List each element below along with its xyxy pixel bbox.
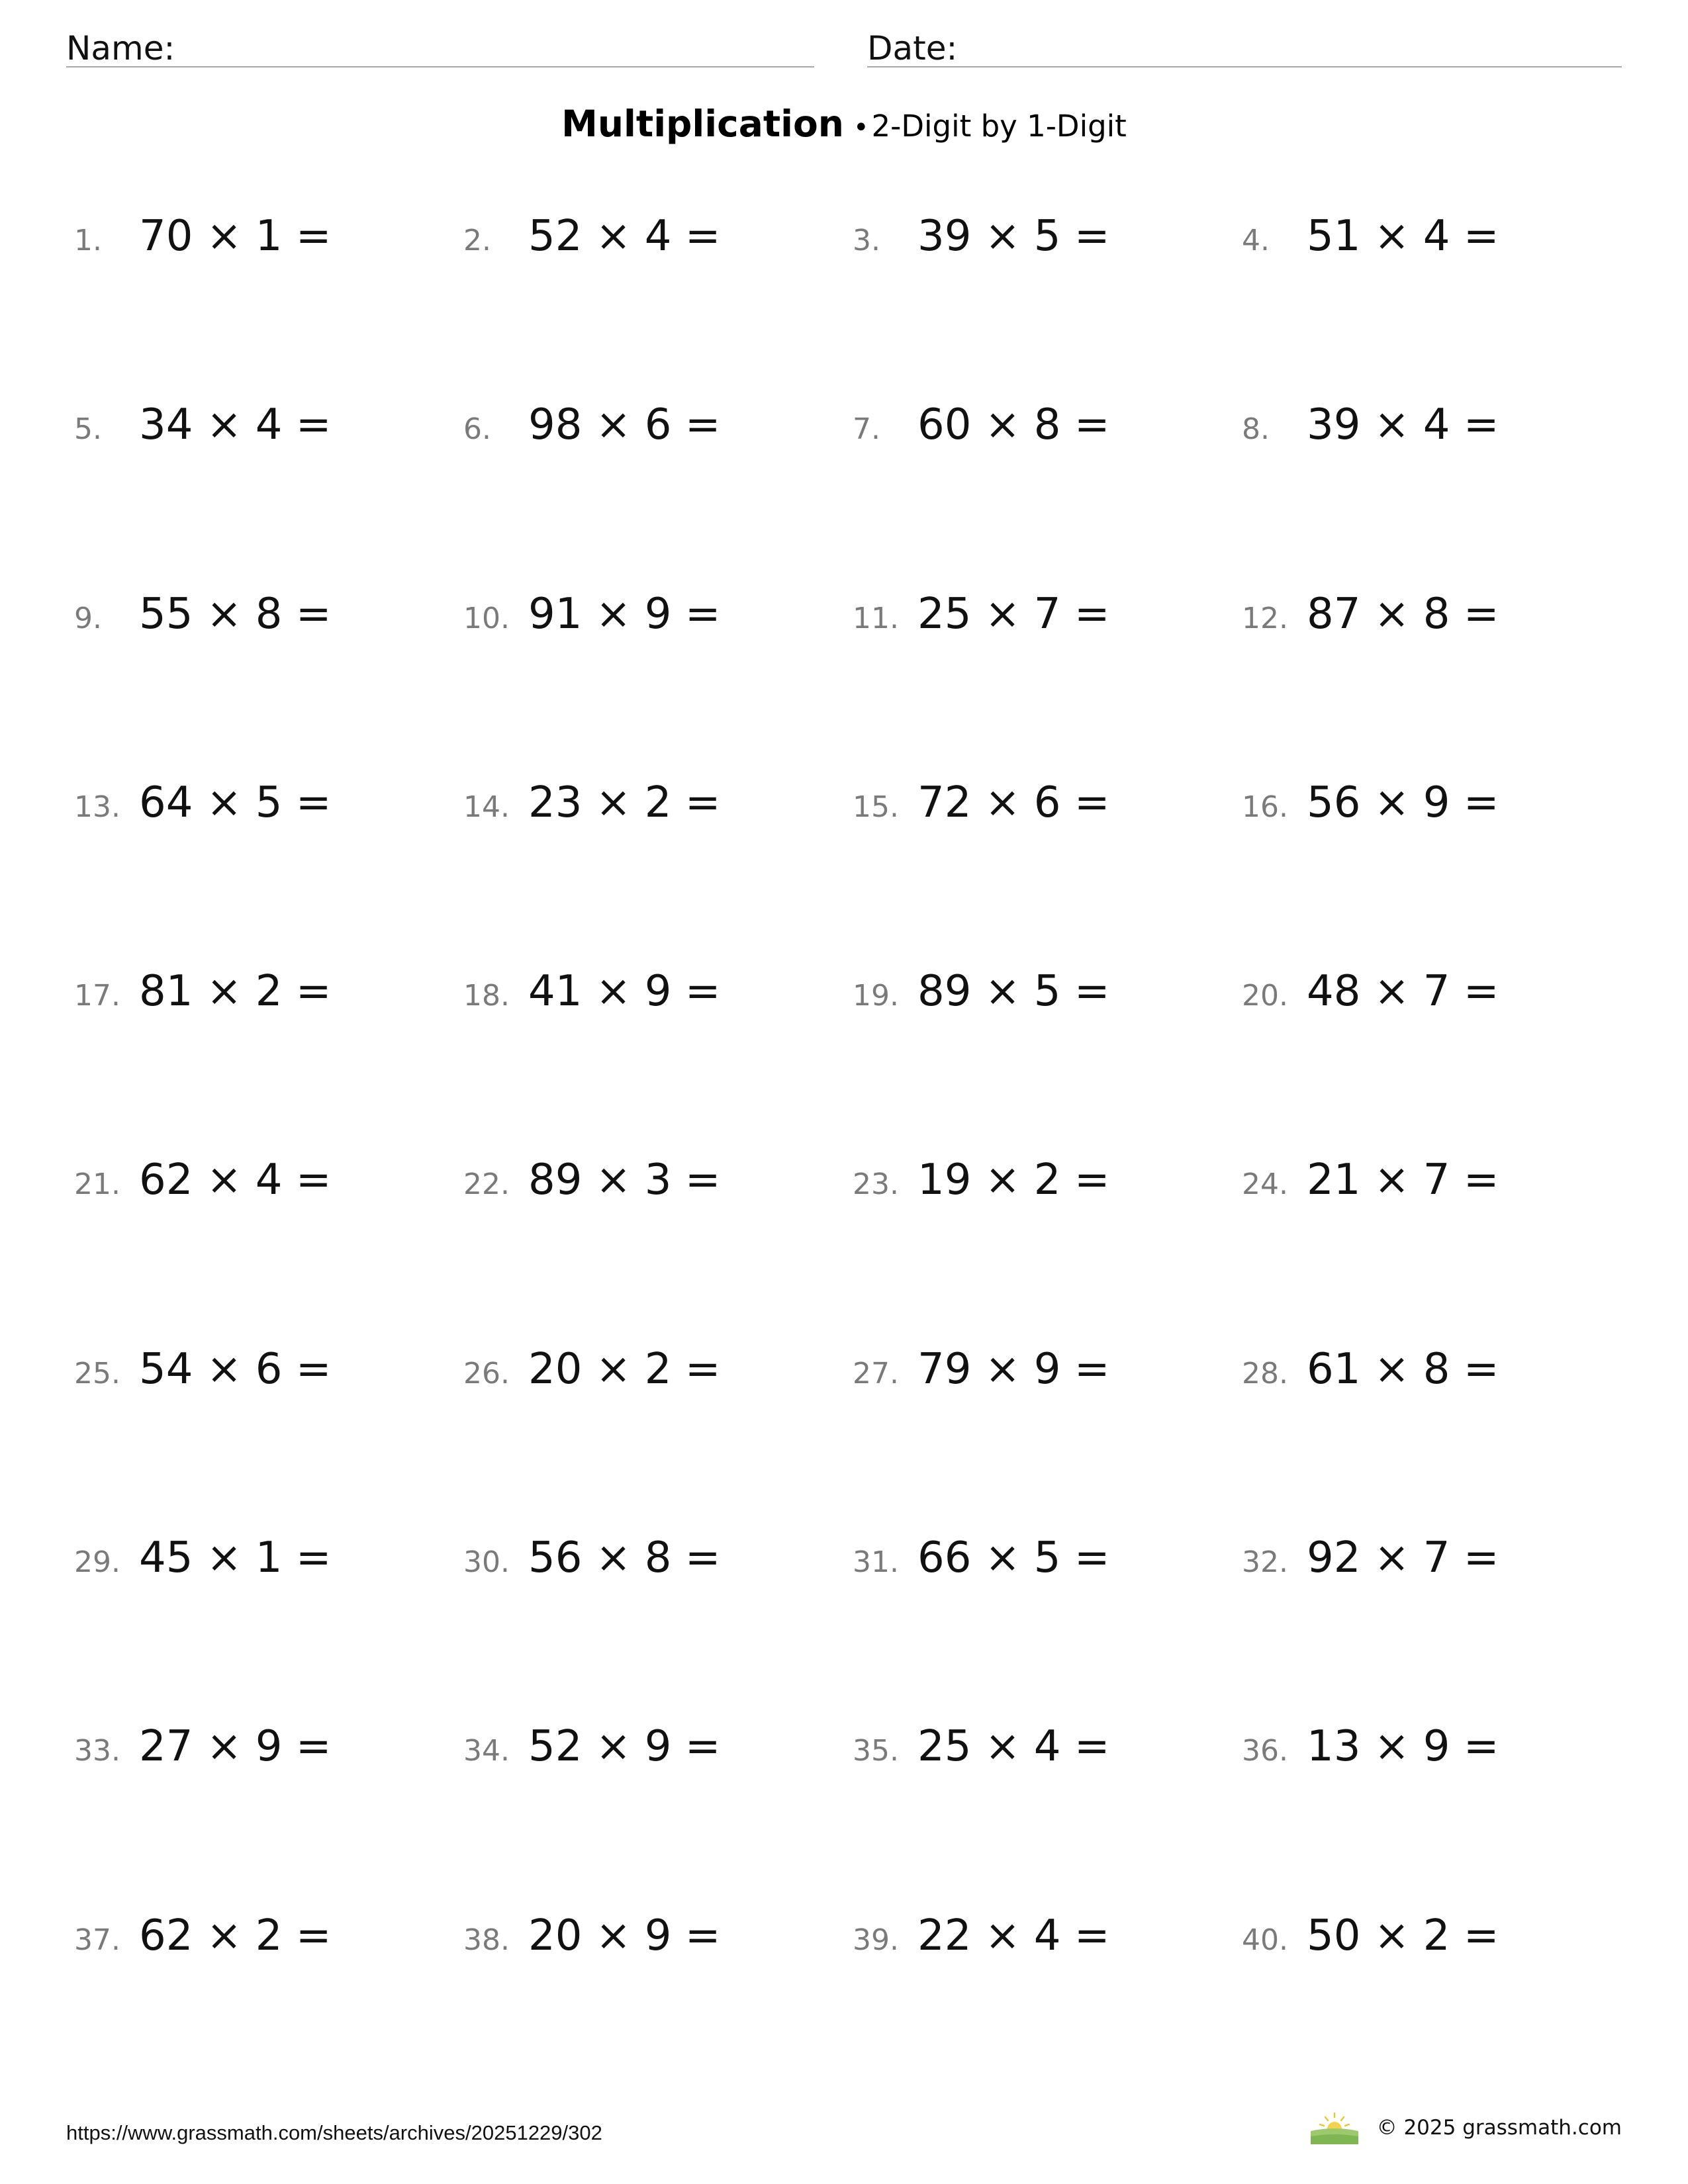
problem-number: 8. — [1242, 412, 1270, 447]
problem-number: 39. — [853, 1923, 899, 1957]
problem-item — [1242, 400, 1631, 450]
problem-number: 3. — [853, 224, 880, 257]
problem-item — [463, 400, 853, 450]
problem-number: 22. — [463, 1167, 510, 1202]
grass-sun-icon — [1311, 2111, 1358, 2144]
problem-item — [463, 589, 853, 639]
problem-expression: 81 × 2 = — [139, 967, 332, 1017]
problem-expression: 50 × 2 = — [1307, 1911, 1499, 1960]
title-main: Multiplication — [561, 103, 844, 145]
problem-expression: 62 × 4 = — [139, 1156, 332, 1205]
problem-item — [1242, 1911, 1631, 1960]
problem-item — [74, 1533, 463, 1583]
problem-item — [463, 212, 853, 261]
title-separator: • — [853, 113, 869, 143]
problem-number: 32. — [1242, 1545, 1288, 1580]
problem-expression: 52 × 4 = — [528, 212, 721, 261]
problem-expression: 21 × 7 = — [1307, 1156, 1499, 1205]
problem-item — [463, 967, 853, 1017]
problem-item — [74, 589, 463, 639]
problem-expression: 56 × 9 = — [1307, 778, 1499, 827]
problem-number: 23. — [853, 1167, 899, 1202]
problem-expression: 45 × 1 = — [139, 1533, 332, 1583]
problem-item — [1242, 1722, 1631, 1772]
problem-expression: 25 × 4 = — [917, 1722, 1110, 1772]
problem-number: 14. — [463, 790, 510, 824]
problem-item — [74, 967, 463, 1017]
problem-number: 17. — [74, 979, 120, 1013]
problem-item — [853, 1722, 1242, 1772]
problem-expression: 52 × 9 = — [528, 1722, 721, 1772]
problem-item — [463, 1533, 853, 1583]
problem-item — [853, 1156, 1242, 1205]
problem-number: 38. — [463, 1923, 510, 1957]
problem-item — [1242, 1156, 1631, 1205]
problem-item — [463, 778, 853, 827]
problem-expression: 79 × 9 = — [917, 1344, 1110, 1394]
problem-number: 20. — [1242, 979, 1288, 1013]
problem-number: 24. — [1242, 1167, 1288, 1202]
problem-item — [853, 1533, 1242, 1583]
problem-expression: 48 × 7 = — [1307, 967, 1499, 1017]
footer-brand — [1311, 2111, 1622, 2144]
problem-expression: 20 × 2 = — [528, 1344, 721, 1394]
problem-number: 10. — [463, 601, 510, 635]
problem-expression: 89 × 5 = — [917, 967, 1110, 1017]
problem-expression: 54 × 6 = — [139, 1344, 332, 1394]
footer-copyright: © 2025 grassmath.com — [1376, 2116, 1622, 2140]
problem-expression: 66 × 5 = — [917, 1533, 1110, 1583]
problem-number: 31. — [853, 1545, 899, 1580]
problem-expression: 41 × 9 = — [528, 967, 721, 1017]
problem-number: 26. — [463, 1356, 510, 1390]
problem-expression: 70 × 1 = — [139, 212, 332, 261]
problem-number: 4. — [1242, 224, 1270, 257]
problem-item — [1242, 967, 1631, 1017]
problem-number: 18. — [463, 979, 510, 1013]
problem-item — [463, 1344, 853, 1394]
problem-expression: 92 × 7 = — [1307, 1533, 1499, 1583]
problem-number: 35. — [853, 1734, 899, 1768]
problem-item — [463, 1722, 853, 1772]
problem-number: 16. — [1242, 790, 1288, 824]
problem-number: 6. — [463, 412, 491, 447]
problem-number: 1. — [74, 224, 102, 257]
problem-expression: 23 × 2 = — [528, 778, 721, 827]
problem-number: 34. — [463, 1734, 510, 1768]
problem-expression: 61 × 8 = — [1307, 1344, 1499, 1394]
problem-item — [853, 1911, 1242, 1960]
problem-expression: 19 × 2 = — [917, 1156, 1110, 1205]
problem-expression: 22 × 4 = — [917, 1911, 1110, 1960]
problem-expression: 55 × 8 = — [139, 589, 332, 639]
problem-number: 29. — [74, 1545, 120, 1580]
problem-expression: 39 × 4 = — [1307, 400, 1499, 450]
problem-expression: 20 × 9 = — [528, 1911, 721, 1960]
problem-expression: 39 × 5 = — [917, 212, 1110, 261]
problem-number: 9. — [74, 601, 102, 635]
footer-url[interactable]: https://www.grassmath.com/sheets/archives/20251229/302 — [66, 2121, 602, 2144]
problem-item — [74, 778, 463, 827]
problem-expression: 72 × 6 = — [917, 778, 1110, 827]
name-label: Name: — [66, 29, 175, 68]
problem-number: 7. — [853, 412, 880, 447]
problem-item — [74, 1911, 463, 1960]
problem-item — [74, 400, 463, 450]
problem-item — [1242, 1533, 1631, 1583]
problem-item — [853, 1344, 1242, 1394]
problem-number: 12. — [1242, 601, 1288, 635]
problem-item — [853, 400, 1242, 450]
problem-expression: 13 × 9 = — [1307, 1722, 1499, 1772]
problem-item — [853, 589, 1242, 639]
problem-item — [74, 1344, 463, 1394]
date-field[interactable] — [867, 26, 1622, 68]
problem-item — [853, 967, 1242, 1017]
problem-number: 36. — [1242, 1734, 1288, 1768]
problem-number: 40. — [1242, 1923, 1288, 1957]
problem-item — [1242, 778, 1631, 827]
problem-number: 2. — [463, 224, 491, 257]
problem-expression: 25 × 7 = — [917, 589, 1110, 639]
problem-number: 11. — [853, 601, 899, 635]
problem-number: 33. — [74, 1734, 120, 1768]
problem-number: 21. — [74, 1167, 120, 1202]
problem-expression: 34 × 4 = — [139, 400, 332, 450]
problem-number: 25. — [74, 1356, 120, 1390]
problem-item — [853, 212, 1242, 261]
problem-number: 15. — [853, 790, 899, 824]
problem-expression: 98 × 6 = — [528, 400, 721, 450]
problem-item — [1242, 589, 1631, 639]
problem-expression: 87 × 8 = — [1307, 589, 1499, 639]
problem-number: 13. — [74, 790, 120, 824]
problem-expression: 51 × 4 = — [1307, 212, 1499, 261]
problem-item — [463, 1911, 853, 1960]
problem-expression: 56 × 8 = — [528, 1533, 721, 1583]
problem-item — [1242, 212, 1631, 261]
problem-number: 28. — [1242, 1356, 1288, 1390]
problem-number: 30. — [463, 1545, 510, 1580]
problem-expression: 64 × 5 = — [139, 778, 332, 827]
problem-item — [74, 1722, 463, 1772]
problem-grid — [74, 212, 1631, 2100]
problem-item — [463, 1156, 853, 1205]
problem-expression: 60 × 8 = — [917, 400, 1110, 450]
problem-expression: 91 × 9 = — [528, 589, 721, 639]
problem-number: 27. — [853, 1356, 899, 1390]
date-label: Date: — [867, 29, 958, 68]
problem-item — [74, 212, 463, 261]
problem-expression: 62 × 2 = — [139, 1911, 332, 1960]
worksheet-title — [0, 103, 1688, 145]
problem-number: 37. — [74, 1923, 120, 1957]
problem-item — [853, 778, 1242, 827]
problem-item — [74, 1156, 463, 1205]
title-subtitle: 2-Digit by 1-Digit — [871, 109, 1127, 144]
problem-item — [1242, 1344, 1631, 1394]
problem-number: 5. — [74, 412, 102, 447]
problem-expression: 89 × 3 = — [528, 1156, 721, 1205]
problem-expression: 27 × 9 = — [139, 1722, 332, 1772]
name-field[interactable] — [66, 26, 814, 68]
problem-number: 19. — [853, 979, 899, 1013]
